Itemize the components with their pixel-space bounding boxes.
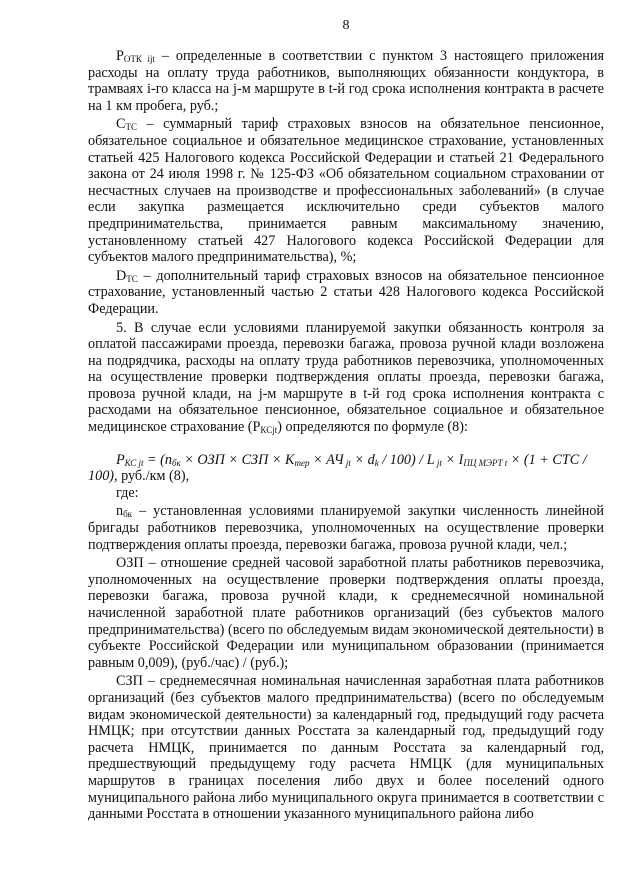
- formula-sub: jt: [434, 457, 442, 468]
- definition-c-ts-text: – суммарный тариф страховых взносов на обязательное пенсионное, обязательное социальное и обязательное медицинское страхование, установленных статьей 425 Налогового кодекса Российской Федерации и статьей 21 Федерального закона от 24 июля 1998 г. № 125-ФЗ «Об обязательном социальном страховании от несчастных случаев на производстве и профессиональных заболеваний» (в случае если закупка размещается исключительно среди субъектов малого предпринимательства, принимается равным максимальному значению, установленному статьей 427 Налогового кодекса Российской Федерации для субъектов малого предпринимательства), %;: [88, 116, 604, 266]
- formula-lhs: P: [116, 451, 125, 468]
- section-5-text: 5. В случае если условиями планируемой закупки обязанность контроля за оплатой пассажирами проезда, перевозки багажа, провоза ручной клади возложена на подрядчика, расходы на оплату труда работников перевозчика, уполномоченных на осуществление проверки подтверждения оплаты проезда, перевозки багажа, провоза ручной клади, на j-м маршруте в t-й год срока исполнения контракта с расходами на обязательное пенсионное, обязательное социальное и обязательное медицинское страхование (P: [88, 319, 604, 436]
- symbol-d-ts: D: [116, 267, 127, 284]
- symbol-d-ts-sub: ТС: [126, 273, 138, 284]
- formula-part: × ОЗП × СЗП × K: [180, 451, 295, 468]
- definition-c-ts: [88, 116, 604, 265]
- formula-part: × (1 + СТС / 100),: [88, 451, 587, 485]
- definition-p-otk: [88, 48, 604, 114]
- formula-sub: jt: [343, 457, 351, 468]
- symbol-p-otk: P: [116, 48, 124, 64]
- formula-sub: k: [374, 457, 379, 468]
- page-number: 8: [342, 18, 350, 33]
- formula-part: / 100) / L: [378, 451, 435, 468]
- formula-8: [88, 452, 604, 485]
- formula-part: × d: [350, 451, 375, 468]
- symbol-n-bk: n: [116, 503, 124, 520]
- formula-part: × I: [441, 451, 464, 468]
- formula-sub: тер: [294, 457, 310, 468]
- symbol-n-bk-sub: бк: [123, 509, 133, 520]
- definition-szp: СЗП – среднемесячная номинальная начисленная заработная плата работников организаций (без субъектов малого предпринимательства) (всего по обследуемым видам экономической деятельности) за календарный год, предыдущий году расчета НМЦК; при отсутствии данных Росстата за календарный год, предыдущий году расчета НМЦК, принимается по данным Росстата за календарный год, предшествующий предыдущему году расчета НМЦК (для муниципальных маршрутов в границах поселения либо двух и более поселений одного муниципального района либо муниципального округа принимается в соответствии с данными Росстата в отношении указанного муниципального района либо: [88, 673, 604, 823]
- formula-part: × АЧ: [309, 451, 344, 468]
- formula-sub: ПЦ МЭРТ t: [463, 457, 508, 468]
- symbol-c-ts-sub: ТС: [125, 122, 137, 133]
- definition-p-otk-text: – определенные в соответствии с пунктом 3 настоящего приложения расходы на оплату труда работников, выполняющих обязанности кондуктора, в трамваях i-го класса на j-м маршруте в t-й год срока исполнения контракта в расчете на 1 км пробега, руб.;: [88, 48, 604, 114]
- section-5-tail: ) определяются по формуле (8):: [277, 419, 468, 436]
- formula-unit: руб./км (8),: [117, 468, 190, 485]
- definition-d-ts-text: – дополнительный тариф страховых взносов на обязательное пенсионное страхование, установленный частью 2 статьи 428 Налогового кодекса Российской Федерации.: [88, 267, 604, 317]
- definition-n-bk-text: – установленная условиями планируемой закупки численность линейной бригады работников перевозчика, уполномоченных на осуществление проверки подтверждения оплаты проезда, перевозки багажа, провоза ручной клади, чел.;: [88, 503, 604, 553]
- formula-lhs-sub: КС jt: [124, 457, 144, 468]
- definition-ozp: ОЗП – отношение средней часовой заработной платы работников перевозчика, уполномоченных на осуществление проверки подтверждения оплаты проезда, перевозки багажа, провоза ручной клади, к среднемесячной номинальной начисленной заработной плате работников организаций (без субъектов малого предпринимательства) (всего по обследуемым видам экономической деятельности) в субъекте Российской Федерации или муниципальном образовании (принимается равным 0,009), (руб./час) / (руб.);: [88, 555, 604, 671]
- section-5-sub: КСjt: [260, 425, 278, 436]
- formula-part: = (n: [143, 451, 172, 468]
- formula-sub: бк: [171, 457, 181, 468]
- symbol-c-ts: С: [116, 116, 126, 133]
- symbol-p-otk-sub: ОТК ijt: [123, 54, 155, 64]
- definition-n-bk: [88, 503, 604, 553]
- section-5-paragraph: [88, 320, 604, 436]
- definition-d-ts: [88, 268, 604, 318]
- where-label: где:: [116, 484, 139, 501]
